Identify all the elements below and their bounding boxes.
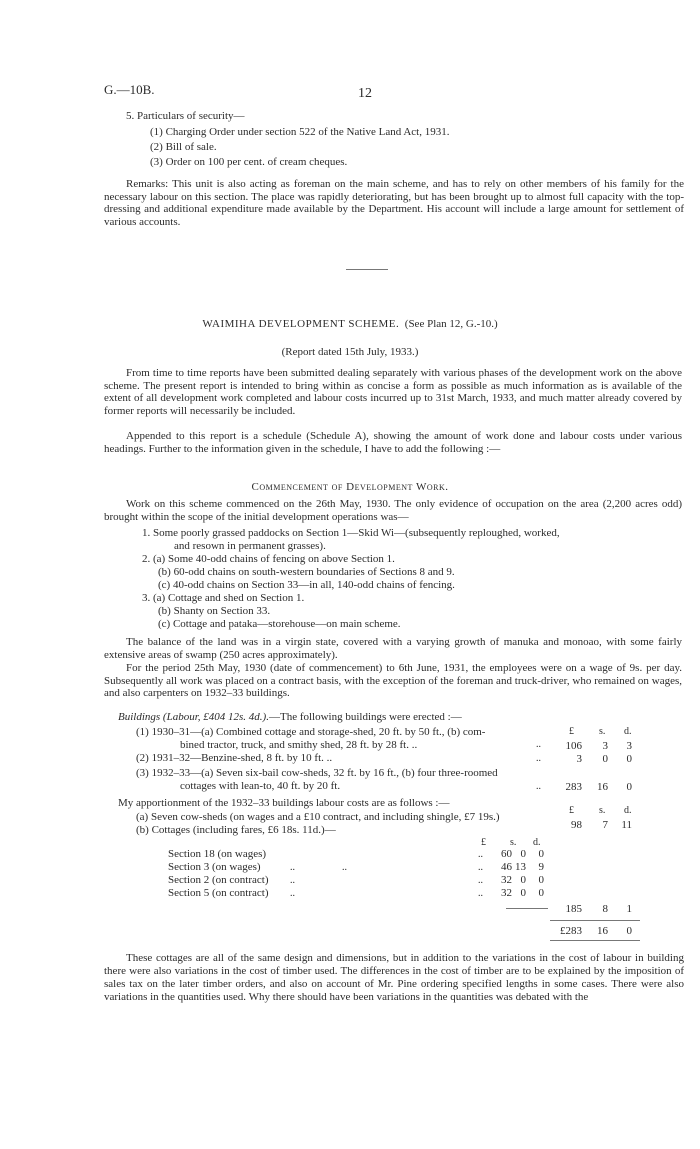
amount-shillings: 0 (602, 753, 608, 765)
amount-pounds: 32 (501, 874, 512, 886)
wages-paragraph: For the period 25th May, 1930 (date of commencement) to 6th June, 1931, the employees were on a wage of 9s. per day. Subsequently all work was placed on a contract basis, with the exception of the foreman and truck-driver, who remained on wages, and also carpenters on 1932–33 buildings. (104, 662, 682, 699)
scheme-title: WAIMIHA DEVELOPMENT SCHEME. (202, 318, 400, 330)
buildings-heading (118, 711, 462, 724)
section-label: Section 18 (on wages) (168, 848, 267, 860)
amount-pounds: 3 (576, 753, 582, 765)
document-reference: G.—10B. (104, 82, 155, 97)
section-label: Section 5 (on contract) (168, 887, 269, 899)
building-line: cottages with lean-to, 40 ft. by 20 ft. (180, 780, 341, 792)
section-divider (346, 269, 388, 270)
total-shillings: 16 (597, 925, 608, 937)
amount-pounds: 60 (501, 848, 512, 860)
amount-pence: 0 (538, 887, 544, 899)
amount-pence: 0 (538, 874, 544, 886)
dot-leader: .. (536, 781, 541, 792)
security-item: (2) Bill of sale. (150, 141, 217, 153)
amount-pounds: 98 (571, 819, 582, 831)
security-heading: 5. Particulars of security— (126, 110, 245, 122)
amount-pence: 0 (626, 781, 632, 793)
amount-pounds: 32 (501, 887, 512, 899)
apportionment-item-b: (b) Cottages (including fares, £6 18s. 11d.)— (136, 824, 336, 836)
buildings-intro: —The following buildings were erected :— (268, 711, 462, 723)
dot-leader: .. (536, 753, 541, 764)
commencement-paragraph: Work on this scheme commenced on the 26th May, 1930. The only evidence of occupation on the area (2,200 acres odd) brought within the scope of the initial development operations was— (104, 498, 682, 523)
amount-pounds: 106 (565, 740, 582, 752)
evidence-item: and resown in permanent grasses). (174, 540, 326, 552)
building-line: (1) 1930–31—(a) Combined cottage and storage-shed, 20 ft. by 50 ft., (b) com- (136, 726, 486, 738)
amount-shillings: 13 (515, 861, 526, 873)
remarks-paragraph: Remarks: This unit is also acting as foreman on the main scheme, and has to rely on other members of his family for the necessary labour on this section. The place was rapidly deteriorating, but has been brought up to almost full capacity with the top-dressing and additional expenditure made available by the Department. His account will include a large amount for settlement of various accounts. (104, 178, 684, 228)
security-item: (1) Charging Order under section 522 of the Native Land Act, 1931. (150, 126, 450, 138)
pence-header: d. (533, 837, 541, 848)
subtotal-pounds: 185 (565, 903, 582, 915)
amount-shillings: 0 (520, 848, 526, 860)
amount-pence: 9 (538, 861, 544, 873)
section-label: Section 2 (on contract) (168, 874, 269, 886)
schedule-paragraph: Appended to this report is a schedule (Schedule A), showing the amount of work done and labour costs under various headings. Further to the information given in the schedule, I have to add the following :— (104, 430, 682, 455)
dot-leader: .. (478, 862, 483, 873)
building-line: (2) 1931–32—Benzine-shed, 8 ft. by 10 ft. .. (136, 752, 333, 764)
amount-shillings: 7 (602, 819, 608, 831)
dot-leader: .. (536, 739, 541, 750)
amount-pence: 0 (538, 848, 544, 860)
cottages-paragraph: These cottages are all of the same design and dimensions, but in addition to the variations in the cost of labour in building there were also variations in the cost of timber used. The differences in the cost of timber are to be explained by the imposition of sales tax on the later timber orders, and also on account of Mr. Pine ordering specified lengths in some cases. There were also variations in the quantities used. Why there should have been variations in the quantities was debated with the (104, 952, 684, 1003)
building-line: bined tractor, truck, and smithy shed, 28 ft. by 28 ft. .. (180, 739, 418, 751)
evidence-item: 1. Some poorly grassed paddocks on Section 1—Skid Wi—(subsequently reploughed, worked, (142, 527, 560, 539)
pounds-header: £ (569, 805, 574, 816)
balance-paragraph: The balance of the land was in a virgin state, covered with a varying growth of manuka and monoao, with some fairly extensive areas of swamp (250 acres approximately). (104, 636, 682, 661)
report-date: (Report dated 15th July, 1933.) (281, 346, 419, 358)
apportionment-item-a: (a) Seven cow-sheds (on wages and a £10 contract, and including shingle, £7 19s.) (136, 811, 500, 823)
apportionment-intro: My apportionment of the 1932–33 buildings labour costs are as follows :— (118, 797, 450, 809)
amount-shillings: 16 (597, 781, 608, 793)
amount-pence: 0 (626, 753, 632, 765)
shillings-header: s. (599, 726, 606, 737)
amount-shillings: 0 (520, 887, 526, 899)
dot-leader: .. (290, 888, 295, 899)
subtotal-pence: 1 (626, 903, 632, 915)
building-line: (3) 1932–33—(a) Seven six-bail cow-sheds, 32 ft. by 16 ft., (b) four three-roomed (136, 767, 498, 779)
amount-pounds: 46 (501, 861, 512, 873)
amount-shillings: 3 (602, 740, 608, 752)
evidence-item: (c) Cottage and pataka—storehouse—on main scheme. (158, 618, 401, 630)
amount-pence: 11 (621, 819, 632, 831)
security-item: (3) Order on 100 per cent. of cream cheques. (150, 156, 348, 168)
pence-header: d. (624, 805, 632, 816)
dot-leader: .. (290, 862, 295, 873)
evidence-item: (c) 40-odd chains on Section 33—in all, 140-odd chains of fencing. (158, 579, 455, 591)
evidence-item: (b) Shanty on Section 33. (158, 605, 271, 617)
dot-leader: .. (342, 862, 347, 873)
evidence-item: 3. (a) Cottage and shed on Section 1. (142, 592, 305, 604)
subtotal-shillings: 8 (602, 903, 608, 915)
evidence-item: (b) 60-odd chains on south-western boundaries of Sections 8 and 9. (158, 566, 455, 578)
amount-shillings: 0 (520, 874, 526, 886)
plan-reference: (See Plan 12, G.-10.) (404, 318, 498, 330)
subtotal-rule (506, 908, 548, 909)
amount-pounds: 283 (565, 781, 582, 793)
shillings-header: s. (599, 805, 606, 816)
total-pounds: £283 (560, 925, 582, 937)
dot-leader: .. (478, 888, 483, 899)
section-label: Section 3 (on wages) (168, 861, 261, 873)
shillings-header: s. (510, 837, 517, 848)
total-rule-top (550, 920, 640, 921)
pounds-header: £ (569, 726, 574, 737)
dot-leader: .. (478, 875, 483, 886)
page-number: 12 (358, 86, 372, 101)
amount-pence: 3 (626, 740, 632, 752)
intro-paragraph: From time to time reports have been submitted dealing separately with various phases of the development work on the above scheme. The present report is intended to bring within as concise a form as possible as much information as is available of the extent of all development work completed and labour costs incurred up to 31st March, 1933, and much matter already covered by former reports will necessarily be included. (104, 367, 682, 417)
buildings-label: Buildings (Labour, £404 12s. 4d.). (118, 711, 269, 723)
scheme-heading (0, 318, 700, 330)
total-rule-bottom (550, 940, 640, 941)
pounds-header: £ (481, 837, 486, 848)
dot-leader: .. (290, 875, 295, 886)
pence-header: d. (624, 726, 632, 737)
evidence-item: 2. (a) Some 40-odd chains of fencing on above Section 1. (142, 553, 395, 565)
commencement-heading: Commencement of Development Work. (251, 481, 449, 493)
dot-leader: .. (478, 849, 483, 860)
total-pence: 0 (626, 925, 632, 937)
